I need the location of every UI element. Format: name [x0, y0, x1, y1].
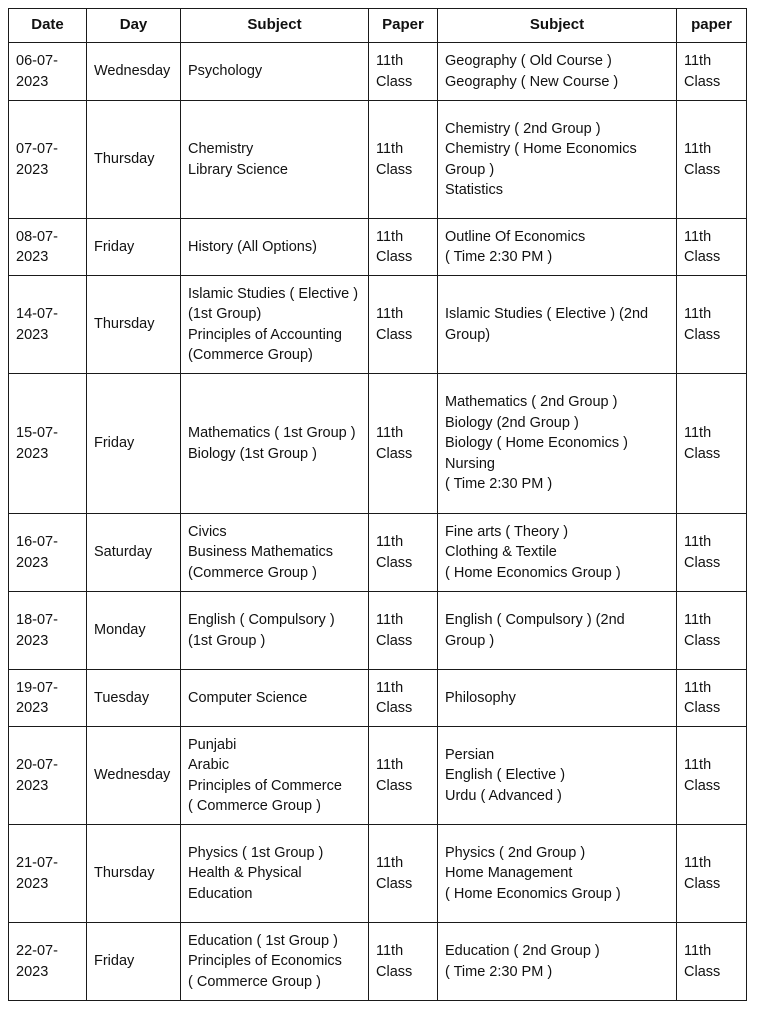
subject-line: Islamic Studies ( Elective ) (1st Group)	[188, 285, 359, 322]
subject-cell	[181, 825, 369, 923]
paper-cell-2: 11th Class	[677, 923, 747, 1001]
subject-cell	[181, 727, 369, 825]
header-date: Date	[9, 9, 87, 43]
paper-cell-2: 11th Class	[677, 670, 747, 727]
date-cell: 22-07-2023	[9, 923, 87, 1001]
subject-line: Home Management	[445, 865, 573, 882]
subject-cell-2	[438, 276, 677, 374]
day-cell: Wednesday	[87, 43, 181, 101]
subject-line: Psychology	[188, 63, 263, 80]
exam-schedule-table	[8, 8, 747, 1001]
paper-cell-2: 11th Class	[677, 592, 747, 670]
paper-cell-2: 11th Class	[677, 514, 747, 592]
subject-line: Islamic Studies ( Elective ) (2nd Group)	[445, 306, 649, 343]
paper-cell-2: 11th Class	[677, 276, 747, 374]
subject-cell	[181, 101, 369, 219]
subject-line: Outline Of Economics	[445, 228, 586, 245]
paper-cell: 11th Class	[369, 219, 438, 276]
table-row	[9, 670, 747, 727]
date-cell: 20-07-2023	[9, 727, 87, 825]
subject-line: Geography ( Old Course )	[445, 53, 612, 69]
subject-line: English ( Elective )	[445, 767, 566, 784]
paper-cell: 11th Class	[369, 276, 438, 374]
subject-line: Biology (1st Group )	[188, 445, 317, 462]
subject-line: Civics	[188, 523, 227, 540]
day-cell: Friday	[87, 374, 181, 514]
table-row	[9, 923, 747, 1001]
header-subject-2: Subject	[438, 9, 677, 43]
subject-line: Principles of Accounting (Commerce Group)	[188, 326, 342, 363]
subject-line: Mathematics ( 2nd Group )	[445, 394, 618, 411]
subject-cell	[181, 923, 369, 1001]
paper-cell: 11th Class	[369, 374, 438, 514]
subject-line: Geography ( New Course )	[445, 73, 619, 90]
subject-cell-2	[438, 43, 677, 101]
table-row	[9, 592, 747, 670]
subject-cell-2	[438, 101, 677, 219]
paper-cell-2: 11th Class	[677, 825, 747, 923]
subject-cell-2	[438, 825, 677, 923]
subject-line: Fine arts ( Theory )	[445, 523, 569, 540]
table-row	[9, 514, 747, 592]
subject-line: English ( Compulsory ) (2nd Group )	[445, 612, 625, 649]
header-subject: Subject	[181, 9, 369, 43]
table-row	[9, 43, 747, 101]
subject-line: Health & Physical Education	[188, 865, 302, 902]
subject-cell-2	[438, 727, 677, 825]
subject-line: Statistics	[445, 182, 504, 198]
subject-line: Urdu ( Advanced )	[445, 787, 562, 804]
subject-line: ( Time 2:30 PM )	[445, 476, 553, 493]
subject-cell-2	[438, 592, 677, 670]
subject-cell	[181, 276, 369, 374]
subject-line: Persian	[445, 746, 495, 763]
paper-cell: 11th Class	[369, 670, 438, 727]
table-row	[9, 219, 747, 276]
day-cell: Wednesday	[87, 727, 181, 825]
table-row	[9, 374, 747, 514]
subject-cell	[181, 514, 369, 592]
paper-cell: 11th Class	[369, 514, 438, 592]
subject-cell	[181, 592, 369, 670]
date-cell: 15-07-2023	[9, 374, 87, 514]
paper-cell: 11th Class	[369, 592, 438, 670]
subject-line: Philosophy	[445, 689, 516, 706]
subject-line: Nursing	[445, 455, 495, 472]
paper-cell-2: 11th Class	[677, 727, 747, 825]
subject-line: ( Time 2:30 PM )	[445, 249, 553, 265]
date-cell: 14-07-2023	[9, 276, 87, 374]
day-cell: Friday	[87, 923, 181, 1001]
date-cell: 08-07-2023	[9, 219, 87, 276]
subject-line: History (All Options)	[188, 238, 317, 255]
table-row	[9, 276, 747, 374]
subject-cell	[181, 219, 369, 276]
schedule-body	[9, 43, 747, 1001]
subject-cell	[181, 43, 369, 101]
date-cell: 21-07-2023	[9, 825, 87, 923]
day-cell: Thursday	[87, 825, 181, 923]
subject-line: Physics ( 1st Group )	[188, 844, 324, 861]
subject-line: Chemistry	[188, 141, 254, 157]
paper-cell-2: 11th Class	[677, 374, 747, 514]
date-cell: 19-07-2023	[9, 670, 87, 727]
subject-cell-2	[438, 219, 677, 276]
subject-line: Biology ( Home Economics )	[445, 435, 628, 452]
subject-line: Chemistry ( 2nd Group )	[445, 120, 601, 137]
subject-cell-2	[438, 670, 677, 727]
subject-line: Computer Science	[188, 689, 308, 706]
day-cell: Thursday	[87, 276, 181, 374]
date-cell: 07-07-2023	[9, 101, 87, 219]
header-day: Day	[87, 9, 181, 43]
table-row	[9, 727, 747, 825]
paper-cell: 11th Class	[369, 727, 438, 825]
subject-line: Business Mathematics (Commerce Group )	[188, 544, 334, 581]
header-row	[9, 9, 747, 43]
subject-line: Education ( 1st Group )	[188, 932, 338, 949]
day-cell: Monday	[87, 592, 181, 670]
subject-line: Physics ( 2nd Group )	[445, 844, 586, 861]
subject-line: Mathematics ( 1st Group )	[188, 425, 356, 441]
subject-line: Principles of Economics	[188, 953, 342, 970]
day-cell: Thursday	[87, 101, 181, 219]
subject-line: Punjabi	[188, 736, 237, 753]
header-paper: Paper	[369, 9, 438, 43]
table-row	[9, 825, 747, 923]
date-cell: 16-07-2023	[9, 514, 87, 592]
subject-line: Library Science	[188, 161, 288, 178]
subject-cell-2	[438, 514, 677, 592]
subject-cell	[181, 374, 369, 514]
subject-cell-2	[438, 374, 677, 514]
subject-cell-2	[438, 923, 677, 1001]
subject-line: Education ( 2nd Group )	[445, 943, 600, 959]
date-cell: 06-07-2023	[9, 43, 87, 101]
paper-cell: 11th Class	[369, 101, 438, 219]
paper-cell: 11th Class	[369, 825, 438, 923]
subject-line: ( Commerce Group )	[188, 973, 321, 990]
subject-line: Chemistry ( Home Economics Group )	[445, 141, 637, 178]
subject-line: Arabic	[188, 757, 230, 773]
day-cell: Tuesday	[87, 670, 181, 727]
subject-line: ( Home Economics Group )	[445, 564, 621, 581]
subject-line: English ( Compulsory ) (1st Group )	[188, 612, 335, 649]
table-row	[9, 101, 747, 219]
paper-cell: 11th Class	[369, 923, 438, 1001]
subject-line: Clothing & Textile	[445, 544, 557, 561]
paper-cell-2: 11th Class	[677, 101, 747, 219]
paper-cell-2: 11th Class	[677, 219, 747, 276]
subject-line: ( Commerce Group )	[188, 798, 321, 814]
paper-cell: 11th Class	[369, 43, 438, 101]
day-cell: Saturday	[87, 514, 181, 592]
subject-line: Biology (2nd Group )	[445, 414, 579, 431]
paper-cell-2: 11th Class	[677, 43, 747, 101]
subject-cell	[181, 670, 369, 727]
subject-line: ( Home Economics Group )	[445, 885, 621, 902]
header-paper-2: paper	[677, 9, 747, 43]
date-cell: 18-07-2023	[9, 592, 87, 670]
day-cell: Friday	[87, 219, 181, 276]
subject-line: Principles of Commerce	[188, 777, 342, 794]
subject-line: ( Time 2:30 PM )	[445, 963, 553, 980]
